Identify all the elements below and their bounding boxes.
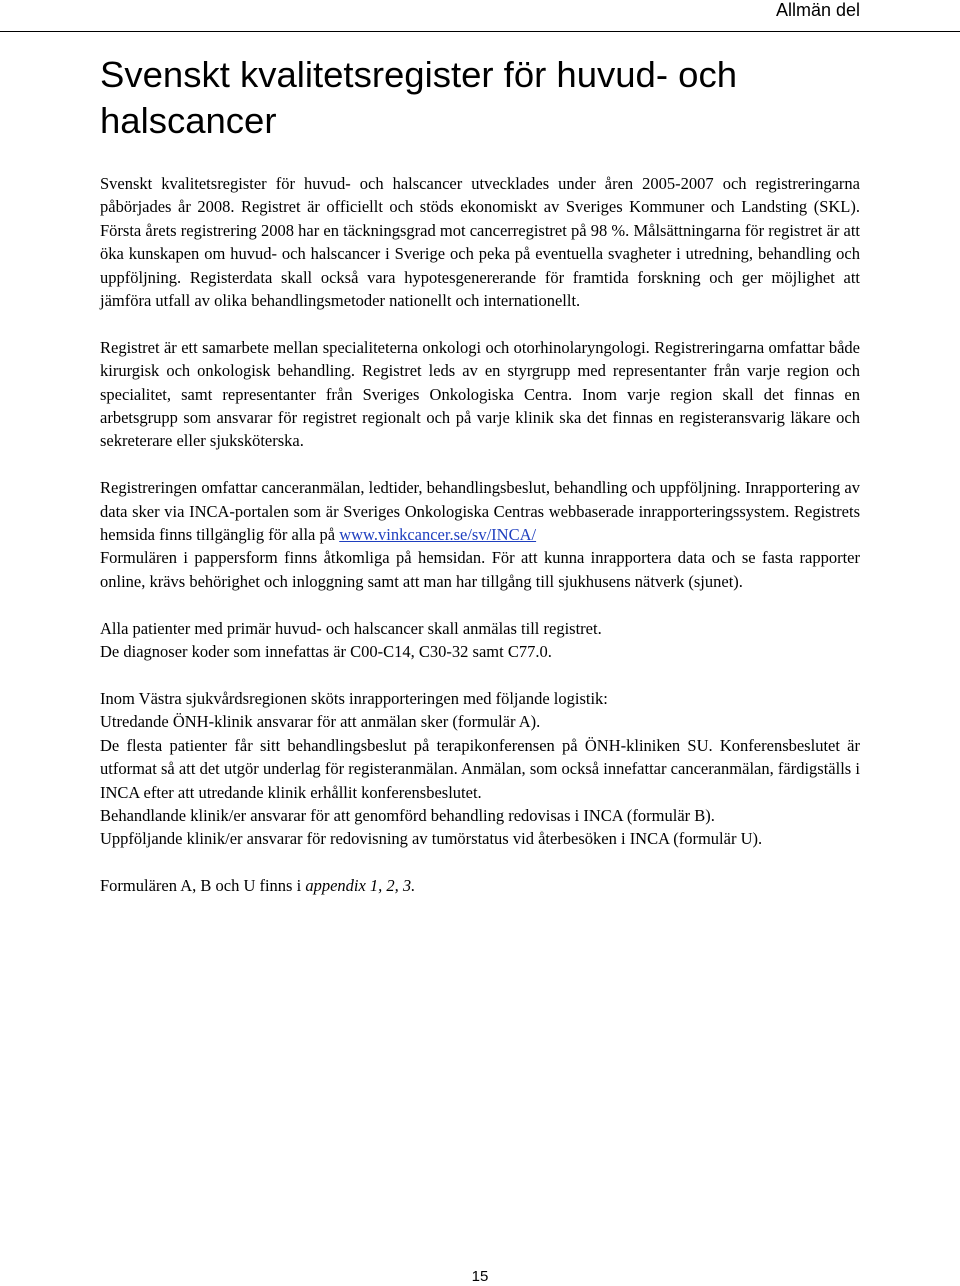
paragraph-intro: Svenskt kvalitetsregister för huvud- och halscancer utvecklades under åren 2005-2007 och registreringarna påbörjades år 2008. Registret är officiellt och stöds ekonomiskt av Sveriges Kommuner och Landsting (SKL). Första årets registrering 2008 har en täckningsgrad mot cancerregistret på 98 %. Målsättningarna för registret är att öka kunskapen om huvud- och halscancer i Sverige och peka på eventuella svagheter i utredning, behandling och uppföljning. Registerdata skall också vara hypotesgenererande för framtida forskning och ger möjlighet att jämföra utfall av olika behandlingsmetoder nationellt och internationellt. — [100, 174, 860, 311]
paragraph-registration-forms: Formulären i pappersform finns åtkomliga på hemsidan. För att kunna inrapportera data och se fasta rapporter online, krävs behörighet och inloggning samt att man har tillgång till sjukhusens nätverk (sjunet). — [100, 548, 860, 591]
paragraph-patients — [100, 617, 860, 664]
logistics-followup-clinic: Uppföljande klinik/er ansvarar för redovisning av tumörstatus vid återbesöken i INCA (formulär U). — [100, 829, 763, 849]
logistics-treating-clinic: Behandlande klinik/er ansvarar för att genomförd behandling redovisas i INCA (formulär B). — [100, 805, 715, 825]
paragraph-logistics — [100, 687, 860, 851]
logistics-intro: Inom Västra sjukvårdsregionen sköts inrapporteringen med följande logistik: — [100, 688, 608, 708]
paragraph-forms — [100, 874, 860, 897]
logistics-conference: De flesta patienter får sitt behandlingsbeslut på terapikonferensen på ÖNH-kliniken SU. Konferensbeslutet är utformat så att det utgör underlag för registeranmälan. Anmälan, som också innefattar canceranmälan, färdigställs i INCA efter att utredande klinik erhållit konferensbeslutet. — [100, 735, 860, 802]
appendix-reference: appendix 1, 2, 3. — [305, 876, 416, 896]
forms-text: Formulären A, B och U finns i — [100, 876, 306, 896]
logistics-investigating-clinic: Utredande ÖNH-klinik ansvarar för att anmälan sker (formulär A). — [100, 712, 541, 732]
paragraph-collaboration: Registret är ett samarbete mellan specialiteterna onkologi och otorhinolaryngologi. Registreringarna omfattar både kirurgisk och onkologisk behandling. Registret leds av en styrgrupp med representanter från varje region och specialitet, samt representanter från Sveriges Onkologiska Centra. Inom varje region skall det finnas en arbetsgrupp som ansvarar för registret regionalt och på varje klinik ska det finnas en registeransvarig läkare och sekreterare eller sjuksköterska. — [100, 337, 860, 451]
paragraph-registration — [100, 476, 860, 593]
page-number: 15 — [471, 1268, 489, 1285]
header-rule — [0, 31, 960, 32]
page-title: Svenskt kvalitetsregister för huvud- och halscancer — [100, 54, 738, 141]
body-text — [100, 172, 860, 921]
paragraph-registration-text: Registreringen omfattar canceranmälan, ledtider, behandlingsbeslut, behandling och uppföljning. Inrapportering av data sker via INCA-portalen som är Sveriges Onkologiska Centras webbaserade inrapporteringssystem. Registrets hemsida finns tillgänglig för alla på — [100, 478, 860, 545]
patients-line: Alla patienter med primär huvud- och halscancer skall anmälas till registret. — [100, 618, 602, 638]
inca-website-link[interactable]: www.vinkcancer.se/sv/INCA/ — [339, 525, 537, 545]
section-header: Allmän del — [775, 0, 860, 20]
diagnoses-line: De diagnoser koder som innefattas är C00-C14, C30-32 samt C77.0. — [100, 642, 552, 662]
